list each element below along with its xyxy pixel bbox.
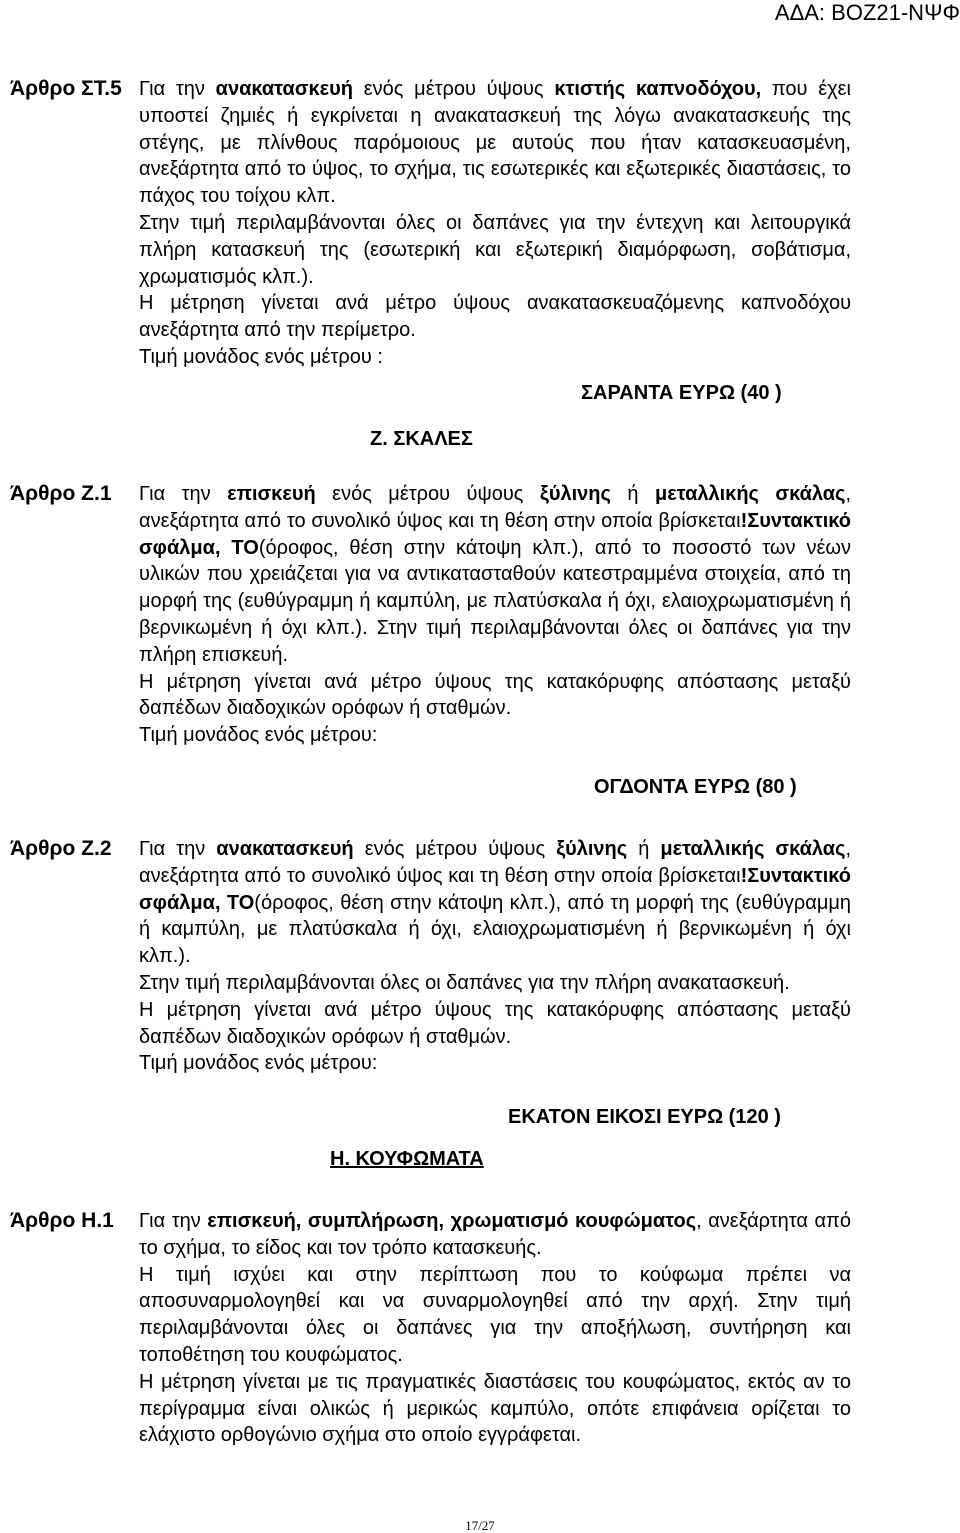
paragraph: Η τιμή ισχύει και στην περίπτωση που το κούφωμα πρέπει να αποσυναρμολογηθεί και να συναρμολογηθεί από την αρχή. Στην τιμή περιλαμβάνονται όλες οι δαπάνες για την αποξήλωση, συντήρηση και τοποθέτηση του κουφώματος.	[139, 1263, 851, 1366]
article-body	[139, 481, 851, 749]
paragraph: Στην τιμή περιλαμβάνονται όλες οι δαπάνες για την έντεχνη και λειτουργικά πλήρη κατασκευή της (εσωτερική και εξωτερική διαμόρφωση, σοβάτισμα, χρωματισμός κλπ.).	[139, 211, 851, 288]
unit-price: ΕΚΑΤΟΝ ΕΙΚΟΣΙ ΕΥΡΩ (120 )	[508, 1106, 781, 1128]
article-body	[139, 76, 851, 371]
article-body	[139, 1208, 851, 1449]
unit-price-label: Τιμή μονάδος ενός μέτρου :	[139, 345, 383, 368]
article-body	[139, 836, 851, 1077]
unit-price: ΣΑΡΑΝΤΑ ΕΥΡΩ (40 )	[581, 382, 782, 404]
paragraph: Στην τιμή περιλαμβάνονται όλες οι δαπάνες για την πλήρη ανακατασκευή.	[139, 971, 790, 994]
article-label: Άρθρο ΣΤ.5	[10, 77, 122, 100]
paragraph: Για την ανακατασκευή ενός μέτρου ύψους ξύλινης ή μεταλλικής σκάλας, ανεξάρτητα από το συνολικό ύψος και τη θέση στην οποία βρίσκεται!Συντακτικό σφάλμα, ΤΟ(όροφος, θέση στην κάτοψη κλπ.), από τη μορφή της (ευθύγραμμη ή καμπύλη, με πλατύσκαλα ή όχι, ελαιοχρωματισμένη ή βερνικωμένη ή όχι κλπ.).	[139, 838, 852, 968]
article-label: Άρθρο Ζ.2	[10, 837, 112, 860]
article-label: Άρθρο Ζ.1	[10, 482, 112, 505]
article-label: Άρθρο Η.1	[10, 1209, 114, 1232]
page-number: 17/27	[465, 1518, 495, 1533]
article-z1	[10, 481, 955, 749]
unit-price-label: Τιμή μονάδος ενός μέτρου:	[139, 1052, 378, 1075]
paragraph: Για την ανακατασκευή ενός μέτρου ύψους κτιστής καπνοδόχου, που έχει υποστεί ζημιές ή εγκρίνεται η ανακατασκευή της λόγω ανακατασκευής της στέγης, με πλίνθους παρόμοιους με αυτούς που ήταν κατασκευασμένη, ανεξάρτητα από το ύψος, το σχήμα, τις εσωτερικές και εξωτερικές διαστάσεις, το πάχος του τοίχου κλπ.	[139, 78, 851, 208]
paragraph: Η μέτρηση γίνεται με τις πραγματικές διαστάσεις του κουφώματος, εκτός αν το περίγραμμα είναι ολικώς ή μερικώς καμπύλο, οπότε επιφάνεια ορίζεται το ελάχιστο ορθογώνιο σχήμα στο οποίο εγγράφεται.	[139, 1370, 851, 1447]
article-z2	[10, 836, 955, 1077]
section-title: Ζ. ΣΚΑΛΕΣ	[370, 428, 473, 450]
paragraph: Η μέτρηση γίνεται ανά μέτρο ύψους της κατακόρυφης απόστασης μεταξύ δαπέδων διαδοχικών ορόφων ή σταθμών.	[139, 670, 851, 720]
paragraph: Η μέτρηση γίνεται ανά μέτρο ύψους της κατακόρυφης απόστασης μεταξύ δαπέδων διαδοχικών ορόφων ή σταθμών.	[139, 998, 851, 1048]
paragraph: Για την επισκευή, συμπλήρωση, χρωματισμό κουφώματος, ανεξάρτητα από το σχήμα, το είδος και τον τρόπο κατασκευής.	[139, 1210, 851, 1259]
paragraph: Για την επισκευή ενός μέτρου ύψους ξύλινης ή μεταλλικής σκάλας, ανεξάρτητα από το συνολικό ύψος και τη θέση στην οποία βρίσκεται!Συντακτικό σφάλμα, ΤΟ(όροφος, θέση στην κάτοψη κλπ.), από το ποσοστό των νέων υλικών που χρειάζεται για να αντικατασταθούν κατεστραμμένα στοιχεία, από τη μορφή της (ευθύγραμμη ή καμπύλη, με πλατύσκαλα ή όχι, ελαιοχρωματισμένη ή βερνικωμένη ή όχι κλπ.). Στην τιμή περιλαμβάνονται όλες οι δαπάνες για την πλήρη επισκευή.	[139, 483, 852, 666]
section-title: Η. ΚΟΥΦΩΜΑΤΑ	[330, 1148, 484, 1170]
article-st5	[10, 76, 955, 371]
unit-price: ΟΓΔΟΝΤΑ ΕΥΡΩ (80 )	[594, 776, 797, 798]
unit-price-label: Τιμή μονάδος ενός μέτρου:	[139, 724, 378, 747]
article-h1	[10, 1208, 955, 1449]
paragraph: Η μέτρηση γίνεται ανά μέτρο ύψους ανακατασκευαζόμενης καπνοδόχου ανεξάρτητα από την περίμετρο.	[139, 292, 851, 342]
document-code: ΑΔΑ: ΒΟΖ21-ΝΨΦ	[774, 0, 960, 25]
